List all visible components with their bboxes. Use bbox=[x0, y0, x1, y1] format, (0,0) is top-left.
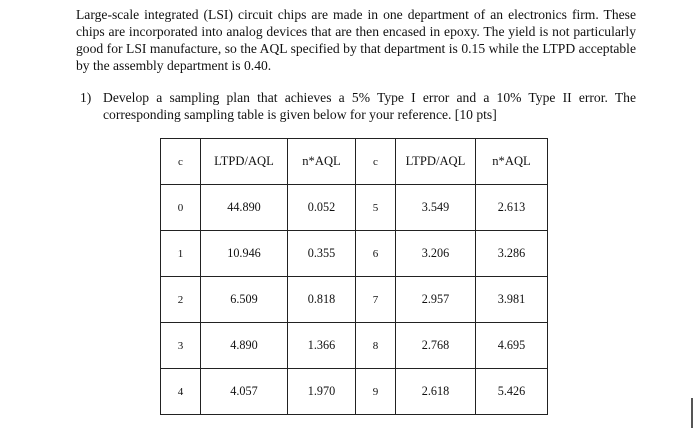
cell-c: 2 bbox=[161, 277, 201, 323]
cell-c: 4 bbox=[161, 369, 201, 415]
sampling-table bbox=[160, 138, 548, 415]
cell-c: 7 bbox=[356, 277, 396, 323]
cell-ltpd-aql: 44.890 bbox=[201, 185, 288, 231]
cell-c: 5 bbox=[356, 185, 396, 231]
scrollbar-indicator[interactable] bbox=[691, 398, 693, 428]
cell-n-aql: 2.613 bbox=[476, 185, 548, 231]
cell-c: 9 bbox=[356, 369, 396, 415]
cell-ltpd-aql: 10.946 bbox=[201, 231, 288, 277]
cell-ltpd-aql: 4.057 bbox=[201, 369, 288, 415]
cell-ltpd-aql: 6.509 bbox=[201, 277, 288, 323]
header-ltpd-aql-left: LTPD/AQL bbox=[201, 139, 288, 185]
cell-c: 0 bbox=[161, 185, 201, 231]
cell-c: 1 bbox=[161, 231, 201, 277]
cell-ltpd-aql: 3.206 bbox=[396, 231, 476, 277]
cell-n-aql: 1.366 bbox=[288, 323, 356, 369]
cell-n-aql: 3.286 bbox=[476, 231, 548, 277]
header-c-left: c bbox=[161, 139, 201, 185]
question-number: 1) bbox=[80, 90, 92, 105]
cell-n-aql: 1.970 bbox=[288, 369, 356, 415]
table-row bbox=[161, 231, 548, 277]
cell-c: 6 bbox=[356, 231, 396, 277]
table-row bbox=[161, 323, 548, 369]
cell-ltpd-aql: 4.890 bbox=[201, 323, 288, 369]
cell-c: 8 bbox=[356, 323, 396, 369]
cell-n-aql: 4.695 bbox=[476, 323, 548, 369]
cell-n-aql: 3.981 bbox=[476, 277, 548, 323]
header-n-aql-left: n*AQL bbox=[288, 139, 356, 185]
problem-intro-paragraph: Large-scale integrated (LSI) circuit chips are made in one department of an electronics firm. These chips are incorporated into analog devices that are then encased in epoxy. The yield is not particularly good for LSI manufacture, so the AQL specified by that department is 0.15 while the LTPD acceptable by the assembly department is 0.40. bbox=[76, 7, 636, 73]
header-ltpd-aql-right: LTPD/AQL bbox=[396, 139, 476, 185]
cell-n-aql: 0.818 bbox=[288, 277, 356, 323]
table-row bbox=[161, 277, 548, 323]
table-row bbox=[161, 369, 548, 415]
header-c-right: c bbox=[356, 139, 396, 185]
header-n-aql-right: n*AQL bbox=[476, 139, 548, 185]
cell-ltpd-aql: 2.618 bbox=[396, 369, 476, 415]
question-text: Develop a sampling plan that achieves a 5% Type I error and a 10% Type II error. The corresponding sampling table is given below for your reference. [10 pts] bbox=[103, 90, 636, 122]
cell-n-aql: 0.052 bbox=[288, 185, 356, 231]
table-row bbox=[161, 185, 548, 231]
cell-ltpd-aql: 2.768 bbox=[396, 323, 476, 369]
cell-n-aql: 0.355 bbox=[288, 231, 356, 277]
table-header-row bbox=[161, 139, 548, 185]
question-1 bbox=[80, 89, 636, 123]
cell-ltpd-aql: 2.957 bbox=[396, 277, 476, 323]
cell-n-aql: 5.426 bbox=[476, 369, 548, 415]
cell-c: 3 bbox=[161, 323, 201, 369]
cell-ltpd-aql: 3.549 bbox=[396, 185, 476, 231]
